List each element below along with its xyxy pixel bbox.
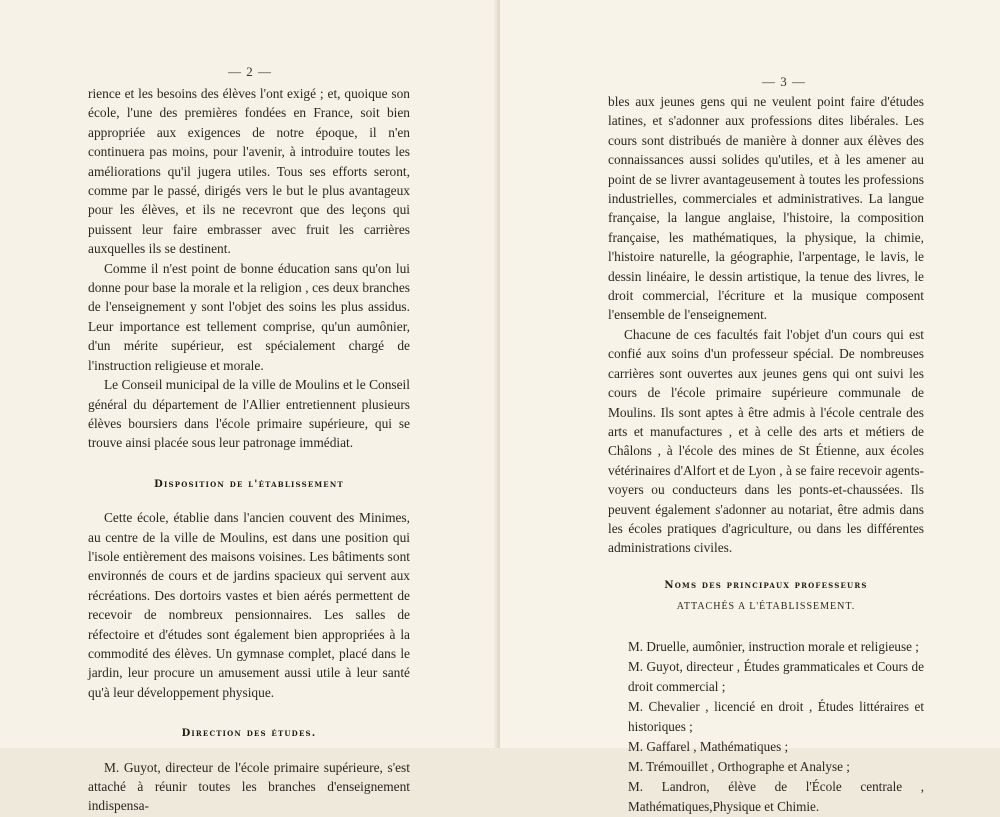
section-heading-direction: Direction des études. [181, 728, 317, 740]
paragraph: Le Conseil municipal de la ville de Moulins et le Conseil général du département de l'Allier entretiennent plusieurs élèves boursiers dans l'école primaire supérieure, qui se trouve ainsi placée sous leur patronage immédiat. [88, 377, 410, 451]
page-number-left: — 2 — [228, 64, 272, 79]
list-item: M. Guyot, directeur , Études grammaticales et Cours de droit commercial ; [628, 658, 924, 694]
section-heading-professors: Noms des principaux professeurs [664, 579, 868, 591]
paragraph: Comme il n'est point de bonne éducation sans qu'on lui donne pour base la morale et la religion , ces deux branches de l'enseignement y sont l'objet des soins les plus assidus. Leur importance est tellement comprise, qu'un aumônier, d'un mérite supérieur, est spécialement chargé de l'instruction religieuse et morale. [88, 260, 410, 373]
paragraph: Cette école, établie dans l'ancien couvent des Minimes, au centre de la ville de Moulins, est dans une position qui l'isole entièrement des maisons voisines. Les bâtiments sont environnés de cours et de jardins spacieux qui servent aux récréations. Des dortoirs vastes et bien aérés permettent de recevoir de nombreux pensionnaires. Les salles de réfectoire et d'études sont également bien appropriées à la commodité des élèves. Un gymnase complet, placé dans le jardin, leur procure un amusement aussi utile à leur santé qu'à leur développement physique. [88, 510, 410, 700]
professor-list [608, 637, 924, 817]
paragraph: bles aux jeunes gens qui ne veulent point faire d'études latines, et s'adonner aux professions dites libérales. Les cours sont distribués de manière à donner aux élèves des connaissances aussi solides qu'utiles, et à les amener au point de se livrer avantageusement à toutes les professions industrielles, commerciales et administratives. La langue française, la langue anglaise, l'histoire, la composition française, les mathématiques, la physique, la chimie, l'histoire naturelle, la géographie, l'arpentage, le lavis, le dessin linéaire, le dessin artistique, la tenue des livres, le droit commercial, l'écriture et la musique composent l'ensemble de l'enseignement. [608, 94, 924, 323]
left-page-text [88, 84, 410, 816]
list-item: M. Chevalier , licencié en droit , Études littéraires et historiques ; [628, 698, 924, 734]
list-item: M. Landron, élève de l'École centrale , Mathématiques,Physique et Chimie. [628, 778, 924, 814]
paragraph: rience et les besoins des élèves l'ont exigé ; et, quoique son école, l'une des premières fondées en France, soit bien appropriée aux exigences de notre époque, il n'en continuera pas moins, pour l'avenir, à introduire toutes les améliorations qu'il jugera utiles. Tous ses efforts seront, comme par le passé, dirigés vers le but le plus avantageux pour les élèves, et ils ne recevront que des leçons qui puissent leur faire embrasser avec fruit les carrières auxquelles ils se destinent. [88, 86, 410, 257]
section-heading-disposition: Disposition de l'établissement [154, 478, 344, 490]
list-item: M. Gaffarel , Mathématiques ; [628, 738, 789, 754]
paragraph: Chacune de ces facultés fait l'objet d'un cours qui est confié aux soins d'un professeur spécial. De nombreuses carrières sont ouvertes aux jeunes gens qui ont suivi les cours de l'école primaire supérieure communale de Moulins. Ils sont aptes à être admis à l'école centrale des arts et manufactures , et à celle des arts et métiers de Châlons , à l'école des mines de St Étienne, aux écoles vétérinaires d'Alfort et de Lyon , à se faire recevoir agents-voyers ou conducteurs dans les ponts-et-chaussées. Ils peuvent également s'adonner au notariat, être admis dans les écoles pratiques d'agriculture, ou dans les différentes administrations civiles. [608, 326, 924, 556]
list-item: M. Druelle, aumônier, instruction morale et religieuse ; [628, 638, 919, 654]
page-number-right: — 3 — [762, 74, 806, 89]
right-page [500, 0, 1000, 814]
list-item: M. Trémouillet , Orthographe et Analyse ; [628, 758, 850, 774]
right-page-text [608, 92, 924, 817]
left-page [0, 0, 500, 814]
paragraph: M. Guyot, directeur de l'école primaire supérieure, s'est attaché à réunir toutes les branches d'enseignement indispensa- [88, 759, 410, 814]
section-subheading-professors: ATTACHÉS A L'ÉTABLISSEMENT. [676, 601, 856, 613]
